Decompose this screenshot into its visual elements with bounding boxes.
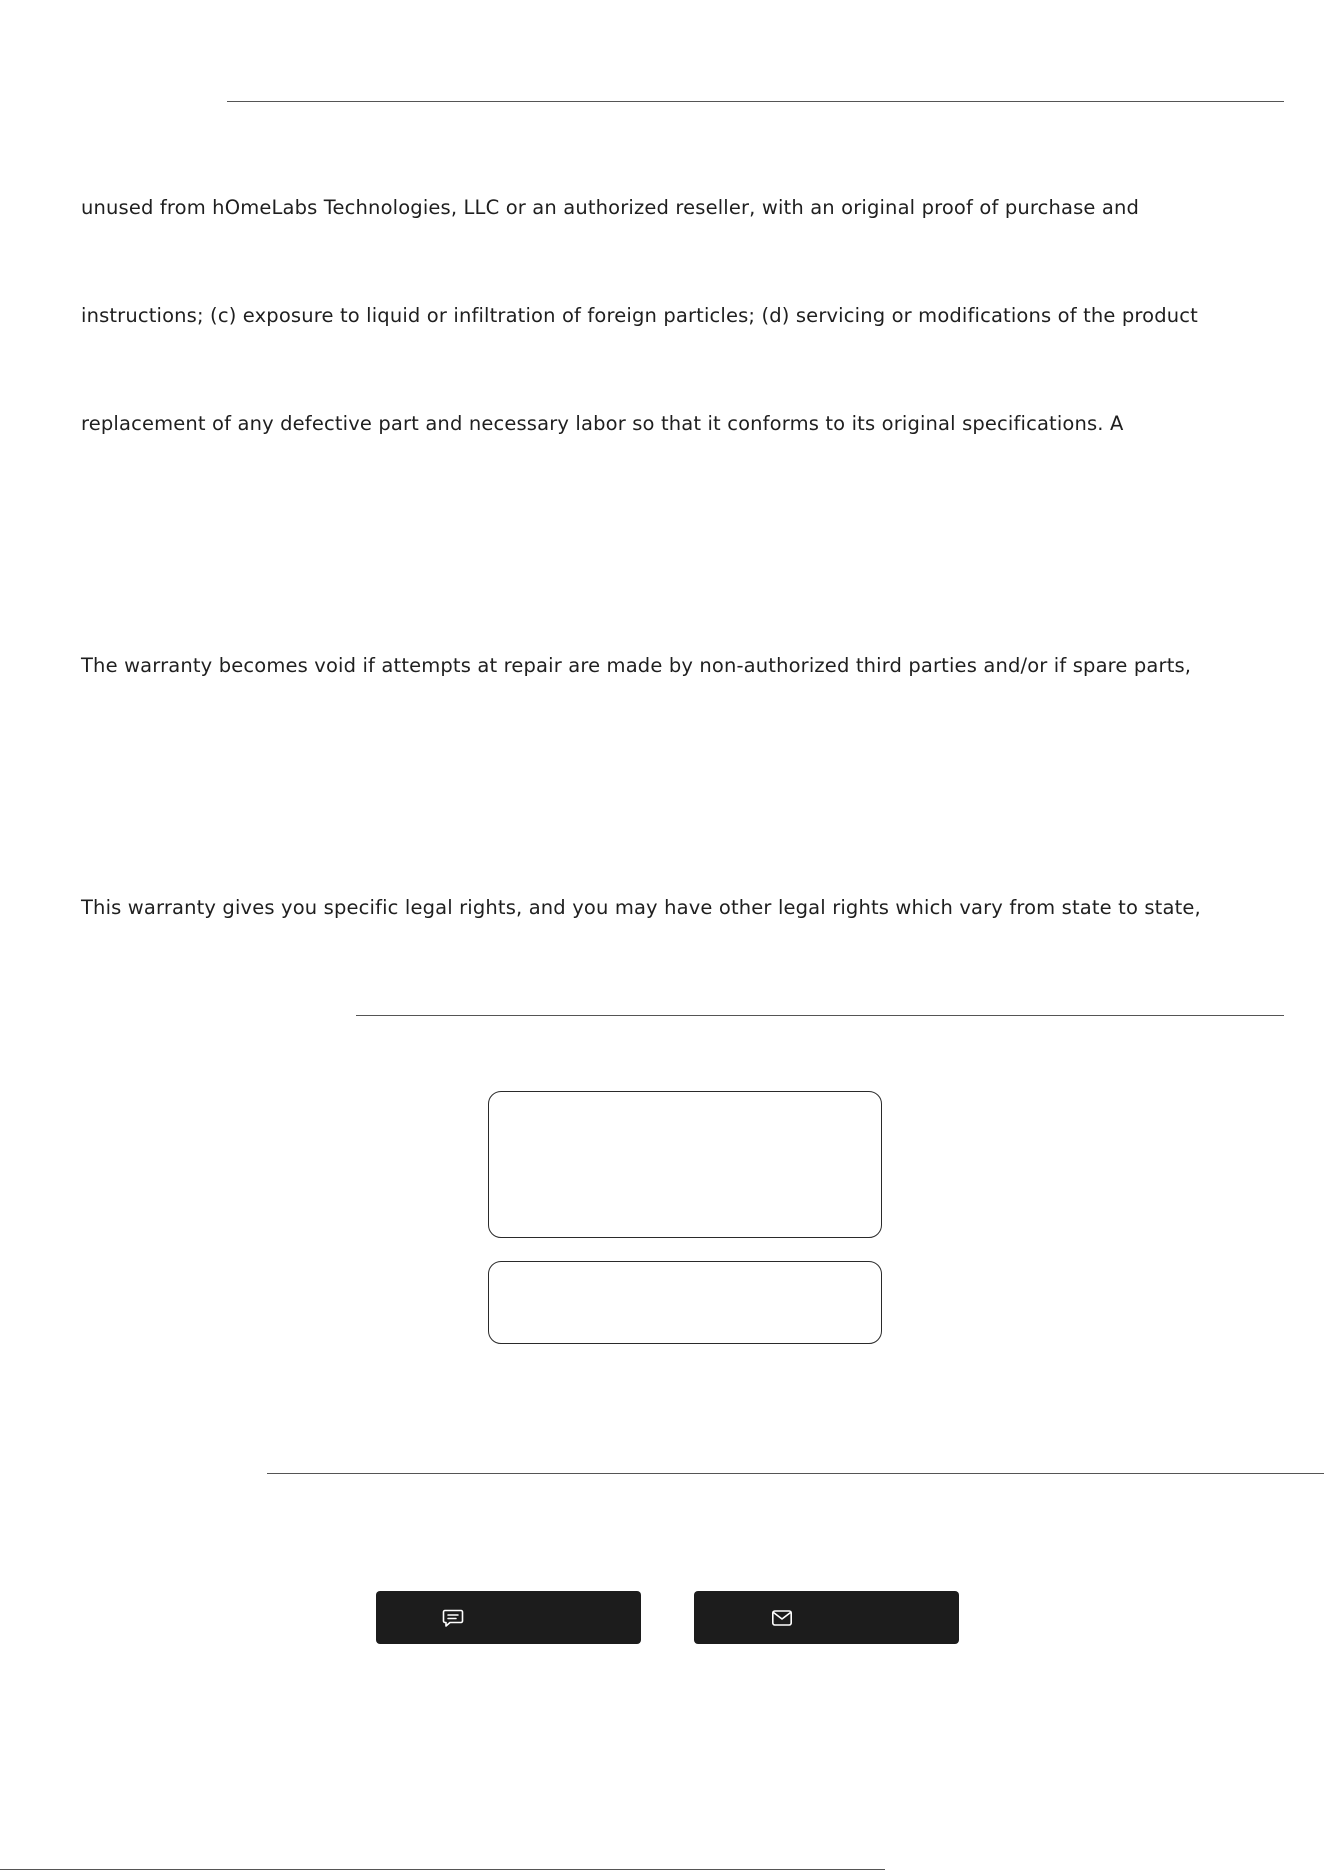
chat-button[interactable]: [376, 1591, 641, 1644]
section-divider-bottom: [267, 1473, 1324, 1474]
info-card-small: [488, 1261, 882, 1344]
section-divider-top: [227, 101, 1284, 102]
email-button[interactable]: [694, 1591, 959, 1644]
footer-divider: [0, 1869, 885, 1870]
envelope-icon: [771, 1607, 793, 1629]
warranty-text-line-3: replacement of any defective part and necessary labor so that it conforms to its original specifications. A: [81, 412, 1124, 435]
info-card: [488, 1091, 882, 1238]
warranty-text-line-2: instructions; (c) exposure to liquid or infiltration of foreign particles; (d) servicing or modifications of the product: [81, 304, 1198, 327]
warranty-text-line-1: unused from hOmeLabs Technologies, LLC or an authorized reseller, with an original proof of purchase and: [81, 196, 1140, 219]
legal-rights-text: This warranty gives you specific legal rights, and you may have other legal rights which vary from state to state,: [81, 896, 1201, 919]
chat-bubble-icon: [442, 1607, 464, 1629]
section-divider-middle: [356, 1015, 1284, 1016]
warranty-void-text: The warranty becomes void if attempts at repair are made by non-authorized third parties and/or if spare parts,: [81, 654, 1192, 677]
